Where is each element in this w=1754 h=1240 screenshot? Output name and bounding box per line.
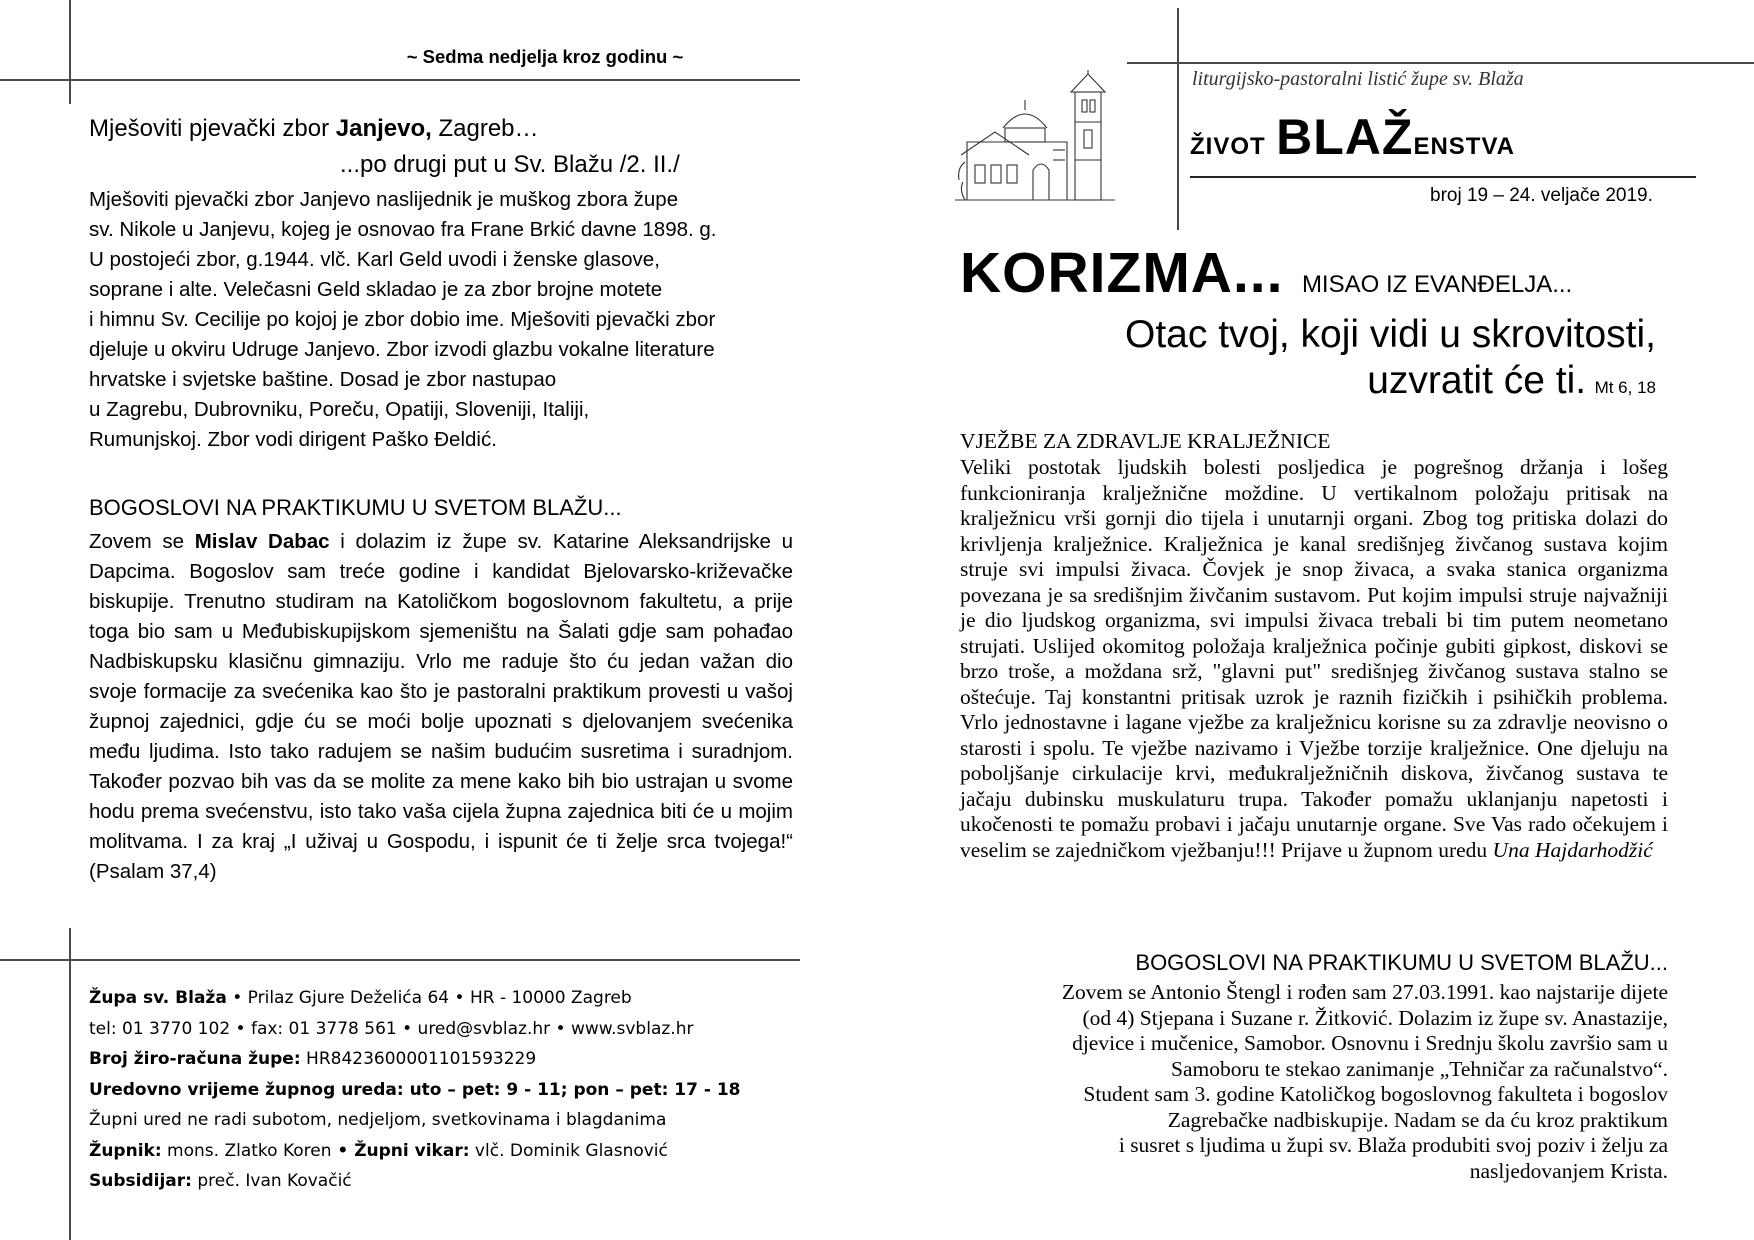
seminarian2-line: Samoboru te stekao zanimanje „Tehničar za računalstvo“.	[1171, 1056, 1668, 1081]
choir-line: hrvatske i svjetske baštine. Dosad je zbor nastupao	[89, 368, 557, 391]
seminarian-text-start: Zovem se	[89, 530, 195, 553]
exercise-text: Veliki postotak ljudskih bolesti posljedica je pogrešnog držanja i lošeg funkcioniranja kralježnične moždine. U vertikalnom položaju pritisak na kralježnicu vrši gornji dio tijela i unutarnji organi. Zbog tog pritiska dolazi do krivljenja kralježnice. Kralježnica je kanal središnjeg živčanog sustava kojim struje svi impulsi živaca. Čovjek je snop živaca, a svaka stanica organizma povezana je sa središnjim živčanim sustavom. Put kojim impulsi struje najvažniji je dio ljudskog organizma, svi impulsi živaca trebali bi tim putem neometano strujati. Uslijed okomitog položaja kralježnica počinje gubiti gipkost, diskovi se brzo troše, a moždana srž, "glavni put" središnjeg živčanog sustava stalno se oštećuje. Taj konstantni pritisak uzrok je raznih fizičkih i psihičkih problema. Vrlo jednostavne i lagane vježbe za kralježnicu korisne su za zdravlje neovisno o starosti i spolu. Te vježbe nazivamo i Vježbe torzije kralježnice. One djeluju na poboljšanje cirkulacije krvi, međukralježničnih diskova, živčanog sustava te jačaju dubinsku muskulaturu trupa. Također pomažu uklanjanju napetosti i ukočenosti te pomažu probavi i jačaju unutarnje organe. Sve Vas rado očekujem i veselim se zajedničkom vježbanju!!! Prijave u župnom uredu	[960, 455, 1668, 862]
left-bottom-vertical-rule	[69, 928, 71, 1240]
seminarian2-line: Zovem se Antonio Štengl i rođen sam 27.03.1991. kao najstarije dijete	[1061, 980, 1668, 1004]
footer-vicar-label: Župni vikar:	[354, 1140, 470, 1161]
gospel-thought-label: MISAO IZ EVANĐELJA...	[1301, 271, 1573, 298]
footer-account-value: HR8423600001101593229	[300, 1049, 537, 1069]
seminarian2-line: djevice i mučenice, Samobor. Osnovnu i Srednju školu završio sam u	[1072, 1031, 1668, 1055]
gospel-quote-line2	[1367, 359, 1656, 403]
parish-footer	[89, 983, 741, 1197]
seminarian2-heading: BOGOSLOVI NA PRAKTIKUMU U SVETOM BLAŽU...	[1135, 950, 1668, 975]
footer-subsidiary-value: preč. Ivan Kovačić	[191, 1171, 352, 1191]
choir-line: djeluje u okviru Udruge Janjevo. Zbor izvodi glazbu vokalne literature	[89, 338, 715, 361]
footer-subsidiary-line	[89, 1166, 741, 1197]
footer-hours-value: uto – pet: 9 - 11; pon – pet: 17 - 18	[403, 1079, 741, 1100]
footer-account-label: Broj žiro-računa župe:	[89, 1049, 301, 1069]
choir-line: u Zagrebu, Dubrovniku, Poreču, Opatiji, Sloveniji, Italiji,	[89, 398, 590, 421]
right-masthead-vertical-rule	[1177, 8, 1179, 230]
masthead-title	[1190, 109, 1516, 165]
right-masthead-title-rule	[1190, 176, 1696, 178]
seminarian-name: Mislav Dabac	[194, 530, 330, 553]
choir-heading-text-end: Zagreb…	[431, 115, 539, 142]
gospel-quote-end: uzvratit će ti.	[1367, 359, 1587, 402]
footer-account-line	[89, 1044, 741, 1075]
gospel-reference: Mt 6, 18	[1594, 378, 1656, 397]
exercise-author: Una Hajdarhodžić	[1492, 837, 1653, 862]
choir-line: soprane i alte. Velečasni Geld skladao je za zbor brojne motete	[89, 278, 663, 301]
seminarian-text: i dolazim iz župe sv. Katarine Aleksandrijske u Dapcima. Bogoslov sam treće godine i kandidat Bjelovarsko-križevačke biskupije. Trenutno studiram na Katoličkom bogoslovnom fakultetu, a prije toga bio sam u Međubiskupijskom sjemeništu na Šalati gdje sam pohađao Nadbiskupsku klasičnu gimnaziju. Vrlo me raduje što ću jedan važan dio svoje formacije za svećenika kao što je pastoralni praktikum provesti u vašoj župnoj zajednici, gdje ću se moći bolje upoznati s djelovanjem svećenika među ljudima. Isto tako radujem se našim budućim susretima i suradnjom. Također pozvao bih vas da se molite za mene kako bih bio ustrajan u svome hodu prema svećenstvu, isto tako vaša cijela župna zajednica biti će u mojim molitvama. I za kraj „I uživaj u Gospodu, i ispunit će ti želje srca tvojega!“ (Psalam 37,4)	[89, 530, 793, 883]
choir-line: i himnu Sv. Cecilije po kojoj je zbor dobio ime. Mješoviti pjevački zbor	[89, 308, 716, 331]
footer-address: • Prilaz Gjure Deželića 64 • HR - 10000 Zagreb	[226, 988, 632, 1008]
right-masthead-top-rule	[1127, 62, 1754, 64]
choir-heading-text: Mješoviti pjevački zbor	[89, 115, 336, 142]
choir-heading-bold: Janjevo,	[335, 115, 432, 142]
seminarian-body	[89, 527, 793, 887]
footer-hours-label: Uredovno vrijeme župnog ureda:	[89, 1079, 404, 1100]
choir-line: U postojeći zbor, g.1944. vlč. Karl Geld uvodi i ženske glasove,	[89, 248, 660, 271]
exercise-heading: VJEŽBE ZA ZDRAVLJE KRALJEŽNICE	[960, 429, 1331, 453]
footer-vicar-value: vlč. Dominik Glasnović	[469, 1140, 668, 1161]
choir-body	[89, 185, 819, 455]
choir-line: sv. Nikole u Janjevu, kojeg je osnovao fra Frane Brkić davne 1898. g.	[89, 218, 717, 241]
lent-title	[960, 240, 1572, 306]
gospel-quote-line1: Otac tvoj, koji vidi u skrovitosti,	[1125, 313, 1656, 356]
seminarian2-line: Zagrebačke nadbiskupije. Nadam se da ću kroz praktikum	[1167, 1107, 1668, 1132]
issue-number: broj 19 – 24. veljače 2019.	[1430, 185, 1653, 206]
masthead-title-big: BLAŽ	[1276, 109, 1414, 165]
footer-hours-line	[89, 1075, 741, 1106]
footer-contact-line: tel: 01 3770 102 • fax: 01 3778 561 • ured@svblaz.hr • www.svblaz.hr	[89, 1018, 694, 1039]
choir-subheading: ...po drugi put u Sv. Blažu /2. II./	[340, 151, 680, 178]
masthead-title-small-end: enstva	[1413, 124, 1516, 162]
footer-parish-line	[89, 983, 741, 1014]
seminarian2-line: nasljedovanjem Krista.	[1469, 1158, 1668, 1183]
seminarian2-body	[948, 980, 1668, 1184]
lent-main-word: KORIZMA...	[960, 241, 1284, 305]
exercise-body	[960, 455, 1668, 863]
choir-line: Rumunjskoj. Zbor vodi dirigent Paško Đeldić.	[89, 428, 497, 451]
seminarian2-line: (od 4) Stjepana i Suzane r. Žitković. Dolazim iz župe sv. Anastazije,	[1082, 1005, 1668, 1030]
footer-closed-note: Župni ured ne radi subotom, nedjeljom, svetkovinama i blagdanima	[89, 1110, 667, 1130]
footer-subsidiary-label: Subsidijar:	[89, 1171, 192, 1191]
choir-heading	[89, 115, 539, 143]
seminarian2-line: i susret s ljudima u župi sv. Blaža produbiti svoj poziv i želju za	[1118, 1133, 1668, 1157]
choir-line: Mješoviti pjevački zbor Janjevo naslijednik je muškog zbora župe	[89, 188, 679, 211]
page-header-title: ~ Sedma nedjelja kroz godinu ~	[406, 46, 684, 67]
seminarian-heading: BOGOSLOVI NA PRAKTIKUMU U SVETOM BLAŽU...	[89, 495, 622, 520]
seminarian2-line: Student sam 3. godine Katoličkog bogoslovnog fakulteta i bogoslov	[1083, 1082, 1668, 1106]
masthead-title-small: život	[1190, 124, 1277, 162]
footer-pastor-value: mons. Zlatko Koren	[161, 1140, 332, 1161]
footer-pastor-label: Župnik:	[89, 1140, 162, 1161]
left-header-rule	[0, 79, 800, 81]
masthead-subtitle: liturgijsko-pastoralni listić župe sv. Blaža	[1192, 68, 1524, 90]
church-drawing	[955, 70, 1125, 210]
left-footer-rule	[0, 959, 800, 961]
footer-clergy-line: Župnik: mons. Zlatko Koren • Župni vikar: vlč. Dominik Glasnović	[89, 1140, 668, 1161]
footer-parish-label: Župa sv. Blaža	[89, 988, 227, 1008]
